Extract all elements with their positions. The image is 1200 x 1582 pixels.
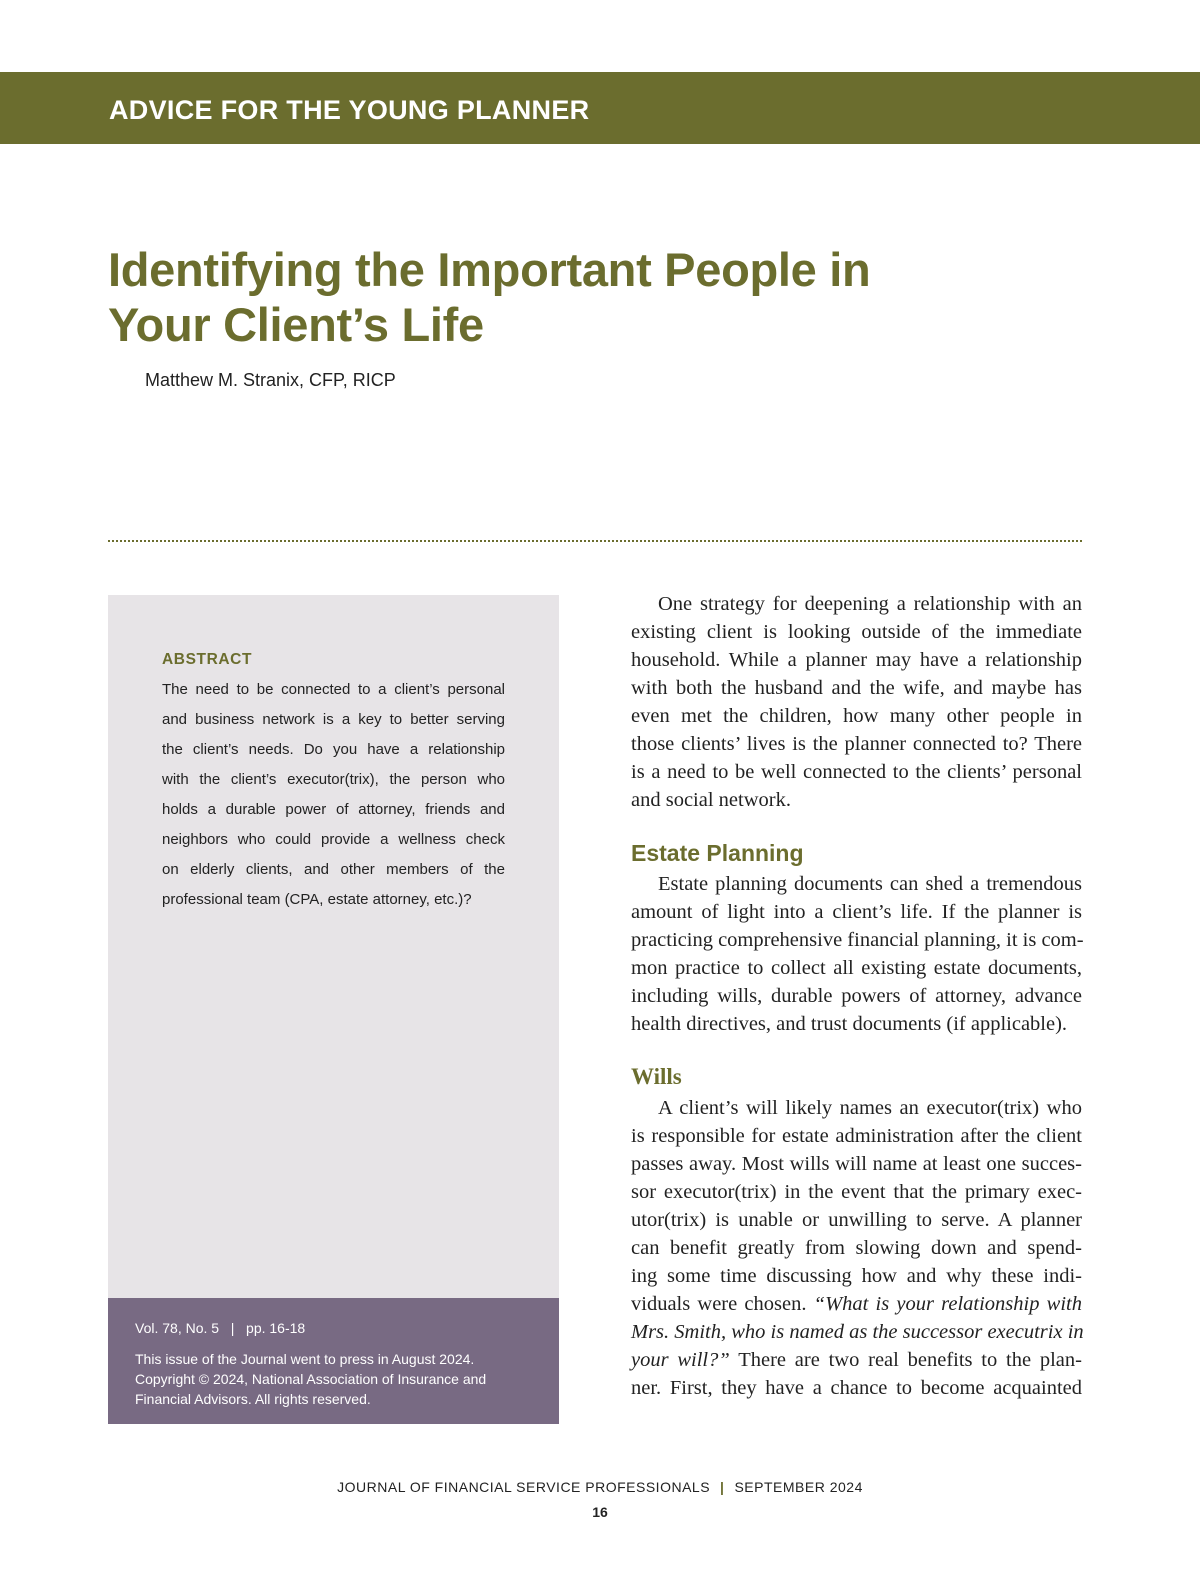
body-line: passes away. Most wills will name at least one succes- (631, 1153, 1082, 1175)
abstract-line: neighbors who could provide a wellness check (162, 831, 505, 848)
body-line: with both the husband and the wife, and maybe has (631, 677, 1082, 699)
abstract-line: holds a durable power of attorney, friends and (162, 801, 505, 818)
abstract-line: and business network is a key to better serving (162, 711, 505, 728)
article-title-line: Identifying the Important People in (108, 243, 871, 296)
body-line: Estate planning documents can shed a tremendous (658, 873, 1082, 895)
estate-planning-heading: Estate Planning (631, 840, 804, 866)
abstract-line: The need to be connected to a client’s personal (162, 681, 505, 698)
body-line: existing client is looking outside of the immediate (631, 621, 1082, 643)
article-title-line: Your Client’s Life (108, 298, 484, 351)
body-line: One strategy for deepening a relationship with an (658, 593, 1082, 615)
body-line: ner. First, they have a chance to become acquainted (631, 1377, 1082, 1399)
body-line: is responsible for estate administration after the client (631, 1125, 1082, 1147)
body-line (631, 1318, 1082, 1346)
abstract-line: professional team (CPA, estate attorney, etc.)? (162, 891, 472, 908)
dotted-divider (108, 540, 1082, 542)
copyright-note (135, 1349, 515, 1409)
body-text: viduals were chosen. (631, 1293, 814, 1315)
page-footer (0, 1479, 1200, 1495)
quote-text: your will?” (631, 1349, 730, 1371)
body-line: utor(trix) is unable or unwilling to serve. A planner (631, 1209, 1082, 1231)
body-line (631, 1346, 1082, 1374)
abstract-heading: ABSTRACT (162, 651, 253, 668)
issue-date: SEPTEMBER 2024 (734, 1479, 863, 1495)
body-line: and social network. (631, 789, 791, 811)
body-line: amount of light into a client’s life. If the planner is (631, 901, 1082, 923)
copyright-line: Copyright © 2024, National Association of Insurance and (135, 1371, 487, 1387)
body-line: is a need to be well connected to the clients’ personal (631, 761, 1082, 783)
copyright-line: Financial Advisors. All rights reserved. (135, 1391, 371, 1407)
wills-paragraph (631, 1094, 1082, 1402)
volume-info: Vol. 78, No. 5 | pp. 16-18 (135, 1320, 306, 1336)
copyright-line: This issue of the Journal went to press in August 2024. (135, 1351, 475, 1367)
abstract-line: with the client’s executor(trix), the person who (162, 771, 505, 788)
intro-paragraph (631, 590, 1082, 814)
body-line: practicing comprehensive financial planning, it is com- (631, 929, 1084, 951)
body-line: household. While a planner may have a relationship (631, 649, 1082, 671)
abstract-line: the client’s needs. Do you have a relationship (162, 741, 505, 758)
body-line: those clients’ lives is the planner connected to? There (631, 733, 1082, 755)
quote-text: “What is your relationship with (813, 1293, 1082, 1315)
section-label: ADVICE FOR THE YOUNG PLANNER (109, 95, 590, 125)
quote-text: Mrs. Smith, who is named as the successor executrix in (631, 1321, 1084, 1343)
body-line: including wills, durable powers of attorney, advance (631, 985, 1082, 1007)
page-number: 16 (592, 1504, 608, 1520)
body-text: There are two real benefits to the plan- (729, 1349, 1082, 1371)
body-line: even met the children, how many other people in (631, 705, 1082, 727)
body-line: mon practice to collect all existing estate documents, (631, 957, 1082, 979)
body-line: sor executor(trix) in the event that the primary exec- (631, 1181, 1082, 1203)
author-byline: Matthew M. Stranix, CFP, RICP (145, 370, 396, 390)
article-title (108, 242, 1008, 352)
body-line (631, 1290, 1082, 1318)
footer-separator: | (720, 1479, 725, 1495)
abstract-line: on elderly clients, and other members of the (162, 861, 505, 878)
body-line: A client’s will likely names an executor(trix) who (658, 1097, 1082, 1119)
estate-paragraph (631, 870, 1082, 1038)
wills-heading: Wills (631, 1064, 682, 1089)
body-line: ing some time discussing how and why these indi- (631, 1265, 1082, 1287)
body-line: health directives, and trust documents (if applicable). (631, 1013, 1068, 1035)
body-line: can benefit greatly from slowing down and spend- (631, 1237, 1082, 1259)
abstract-text (162, 675, 505, 915)
journal-name: JOURNAL OF FINANCIAL SERVICE PROFESSIONALS (337, 1479, 711, 1495)
